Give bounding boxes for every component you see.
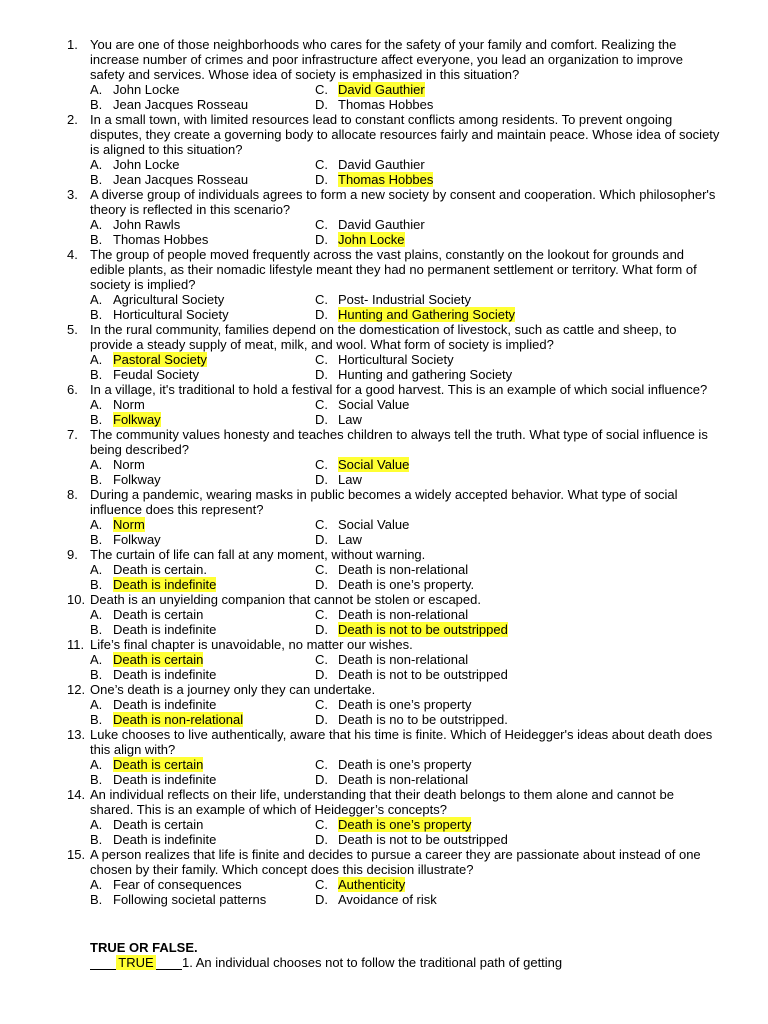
option-text: Horticultural Society: [113, 307, 229, 322]
option-letter: D.: [315, 307, 328, 322]
answer-option: [90, 817, 315, 832]
question-stem: You are one of those neighborhoods who cares for the safety of your family and comfort. Realizing the increase number of crimes and poor infrastructure affect everyone, you lead an organization to improve safety and services. Whose idea of society is emphasized in this situation?: [90, 37, 684, 82]
option-letter: B.: [90, 367, 103, 382]
answer-option: [315, 457, 615, 472]
option-letter: B.: [90, 622, 103, 637]
option-letter: D.: [315, 532, 328, 547]
option-letter: B.: [90, 892, 103, 907]
answer-option: [315, 562, 615, 577]
question-number: 10.: [67, 592, 86, 607]
option-letter: C.: [315, 607, 328, 622]
answer-options: [90, 652, 720, 682]
question-body: [90, 787, 720, 847]
option-text: Death is indefinite: [113, 622, 217, 637]
question-number: 14.: [67, 787, 86, 802]
answer-option: [315, 892, 615, 907]
option-letter: D.: [315, 772, 328, 787]
option-text: Death is one’s property: [338, 757, 472, 772]
option-text: John Locke: [113, 82, 180, 97]
question-stem: During a pandemic, wearing masks in public becomes a widely accepted behavior. What type of social influence does this represent?: [90, 487, 678, 517]
answer-option: [90, 157, 315, 172]
option-letter: D.: [315, 622, 328, 637]
question-stem: In a small town, with limited resources lead to constant conflicts among residents. To prevent ongoing disputes, they create a governing body to allocate resources fairly and maintain peace. Whose idea of society is aligned to this situation?: [90, 112, 720, 157]
answer-option: [90, 97, 315, 112]
option-text-highlighted: Norm: [113, 517, 145, 532]
question-body: [90, 322, 720, 382]
answer-option: [315, 607, 615, 622]
option-letter: A.: [90, 877, 103, 892]
option-text-highlighted: Thomas Hobbes: [338, 172, 434, 187]
option-text-highlighted: David Gauthier: [338, 82, 425, 97]
answer-option: [90, 712, 315, 727]
answer-option: [90, 532, 315, 547]
answer-option: [90, 667, 315, 682]
option-letter: C.: [315, 757, 328, 772]
option-letter: D.: [315, 892, 328, 907]
answer-option: [90, 622, 315, 637]
option-letter: C.: [315, 517, 328, 532]
option-text: Thomas Hobbes: [113, 232, 209, 247]
question-stem: In the rural community, families depend on the domestication of livestock, such as cattle and sheep, to provide a steady supply of meat, milk, and wool. What form of society is implied?: [90, 322, 677, 352]
option-letter: A.: [90, 457, 103, 472]
answer-blank: [90, 956, 182, 970]
answer-option: [315, 412, 615, 427]
option-text: Avoidance of risk: [338, 892, 437, 907]
option-text: Hunting and gathering Society: [338, 367, 513, 382]
option-letter: B.: [90, 172, 103, 187]
answer-option: [90, 517, 315, 532]
answer-option: [315, 397, 615, 412]
question-item: [67, 727, 728, 787]
question-item: [67, 247, 728, 322]
option-letter: B.: [90, 712, 103, 727]
option-letter: C.: [315, 292, 328, 307]
answer-option: [90, 412, 315, 427]
option-letter: C.: [315, 877, 328, 892]
option-letter: B.: [90, 772, 103, 787]
question-item: [67, 682, 728, 727]
question-number: 13.: [67, 727, 86, 742]
option-letter: D.: [315, 472, 328, 487]
option-text-highlighted: Death is certain: [113, 652, 204, 667]
option-text: Jean Jacques Rosseau: [113, 97, 249, 112]
answer-option: [90, 877, 315, 892]
answer-option: [90, 217, 315, 232]
option-letter: A.: [90, 397, 103, 412]
option-letter: D.: [315, 832, 328, 847]
option-letter: A.: [90, 817, 103, 832]
answer-options: [90, 877, 720, 907]
option-text: Social Value: [338, 517, 410, 532]
question-number: 8.: [67, 487, 78, 502]
question-number: 12.: [67, 682, 86, 697]
answer-option: [90, 652, 315, 667]
question-item: [67, 847, 728, 907]
option-text: John Locke: [113, 157, 180, 172]
option-letter: A.: [90, 82, 103, 97]
question-item: [67, 487, 728, 547]
answer-option: [90, 82, 315, 97]
answer-option: [315, 82, 615, 97]
answer-option: [315, 97, 615, 112]
answer-option: [90, 577, 315, 592]
question-stem: In a village, it's traditional to hold a festival for a good harvest. This is an example of which social influence?: [90, 382, 708, 397]
option-letter: A.: [90, 697, 103, 712]
option-text: Law: [338, 412, 362, 427]
option-text: Death is indefinite: [113, 697, 217, 712]
answer-option: [90, 307, 315, 322]
option-text: Death is non-relational: [338, 772, 469, 787]
question-body: [90, 247, 720, 322]
question-body: [90, 547, 720, 592]
option-text: Death is indefinite: [113, 667, 217, 682]
answer-options: [90, 817, 720, 847]
question-body: [90, 847, 720, 907]
question-stem: The community values honesty and teaches children to always tell the truth. What type of social influence is being described?: [90, 427, 708, 457]
question-stem: One’s death is a journey only they can undertake.: [90, 682, 376, 697]
question-body: [90, 727, 720, 787]
option-letter: C.: [315, 562, 328, 577]
option-text: Social Value: [338, 397, 410, 412]
question-body: [90, 592, 720, 637]
option-letter: C.: [315, 652, 328, 667]
answer-option: [315, 307, 615, 322]
question-stem: The curtain of life can fall at any moment, without warning.: [90, 547, 426, 562]
answer-option: [90, 697, 315, 712]
true-false-heading: TRUE OR FALSE.: [90, 940, 198, 955]
question-item: [67, 112, 728, 187]
answer-option: [315, 877, 615, 892]
option-text: Death is one’s property: [338, 697, 472, 712]
question-item: [67, 592, 728, 637]
option-text-highlighted: Death is non-relational: [113, 712, 244, 727]
option-letter: D.: [315, 667, 328, 682]
option-letter: D.: [315, 367, 328, 382]
option-letter: B.: [90, 97, 103, 112]
answer-option: [315, 232, 615, 247]
question-body: [90, 382, 720, 427]
option-letter: B.: [90, 232, 103, 247]
option-text-highlighted: Death is certain: [113, 757, 204, 772]
option-text: Norm: [113, 397, 145, 412]
option-letter: C.: [315, 352, 328, 367]
option-text: Law: [338, 532, 362, 547]
question-item: [67, 637, 728, 682]
answer-options: [90, 352, 720, 382]
option-text-highlighted: Death is not to be outstripped: [338, 622, 508, 637]
answer-option: [90, 397, 315, 412]
option-text-highlighted: Pastoral Society: [113, 352, 207, 367]
question-item: [67, 187, 728, 247]
option-letter: A.: [90, 217, 103, 232]
option-letter: C.: [315, 157, 328, 172]
option-text-highlighted: Authenticity: [338, 877, 406, 892]
option-text-highlighted: Hunting and Gathering Society: [338, 307, 516, 322]
option-letter: A.: [90, 517, 103, 532]
question-item: [67, 382, 728, 427]
option-letter: B.: [90, 307, 103, 322]
option-letter: D.: [315, 172, 328, 187]
answer-option: [315, 712, 615, 727]
answer-option: [315, 832, 615, 847]
answer-option: [90, 562, 315, 577]
answer-option: [90, 292, 315, 307]
answer-option: [315, 172, 615, 187]
answer-highlight: TRUE: [118, 955, 154, 970]
option-text-highlighted: Death is one’s property: [338, 817, 472, 832]
answer-option: [90, 472, 315, 487]
question-body: [90, 37, 720, 112]
option-letter: D.: [315, 577, 328, 592]
option-text: Feudal Society: [113, 367, 199, 382]
option-text: Thomas Hobbes: [338, 97, 434, 112]
question-number: 5.: [67, 322, 78, 337]
option-text-highlighted: Social Value: [338, 457, 410, 472]
question-body: [90, 187, 720, 247]
option-text: Death is not to be outstripped: [338, 832, 508, 847]
option-letter: A.: [90, 292, 103, 307]
option-letter: A.: [90, 352, 103, 367]
question-item: [67, 322, 728, 382]
question-stem: Luke chooses to live authentically, aware that his time is finite. Which of Heidegger's ideas about death does this align with?: [90, 727, 713, 757]
option-text: Post- Industrial Society: [338, 292, 471, 307]
question-number: 4.: [67, 247, 78, 262]
answer-options: [90, 517, 720, 547]
option-text: Death is not to be outstripped: [338, 667, 508, 682]
answer-option: [90, 607, 315, 622]
option-text: Norm: [113, 457, 145, 472]
answer-option: [90, 457, 315, 472]
option-text: Death is certain: [113, 607, 204, 622]
answer-option: [315, 622, 615, 637]
option-letter: D.: [315, 97, 328, 112]
answer-option: [90, 772, 315, 787]
question-number: 7.: [67, 427, 78, 442]
option-letter: C.: [315, 817, 328, 832]
true-false-statement: 1. An individual chooses not to follow the traditional path of getting: [182, 955, 563, 970]
answer-option: [315, 217, 615, 232]
option-text: Death is no to be outstripped.: [338, 712, 508, 727]
question-stem: An individual reflects on their life, understanding that their death belongs to them alone and cannot be shared. This is an example of which of Heidegger’s concepts?: [90, 787, 674, 817]
question-number: 3.: [67, 187, 78, 202]
question-number: 6.: [67, 382, 78, 397]
option-letter: C.: [315, 217, 328, 232]
question-number: 9.: [67, 547, 78, 562]
question-list: [67, 37, 728, 907]
question-stem: A person realizes that life is finite and decides to pursue a career they are passionate about instead of one chosen by their family. Which concept does this decision illustrate?: [90, 847, 701, 877]
option-letter: B.: [90, 832, 103, 847]
answer-option: [90, 832, 315, 847]
answer-option: [315, 532, 615, 547]
question-body: [90, 112, 720, 187]
answer-option: [90, 232, 315, 247]
question-body: [90, 682, 720, 727]
answer-options: [90, 157, 720, 187]
answer-option: [90, 172, 315, 187]
question-body: [90, 637, 720, 682]
question-body: [90, 487, 720, 547]
option-text: John Rawls: [113, 217, 181, 232]
option-text: Death is certain.: [113, 562, 207, 577]
answer-option: [315, 472, 615, 487]
question-item: [67, 547, 728, 592]
option-text: Death is indefinite: [113, 772, 217, 787]
question-body: [90, 427, 720, 487]
option-text: Folkway: [113, 472, 161, 487]
question-number: 2.: [67, 112, 78, 127]
answer-option: [90, 892, 315, 907]
option-text: Death is non-relational: [338, 652, 469, 667]
option-text: Law: [338, 472, 362, 487]
option-letter: A.: [90, 157, 103, 172]
option-letter: D.: [315, 712, 328, 727]
answer-option: [315, 367, 615, 382]
answer-option: [315, 352, 615, 367]
answer-options: [90, 82, 720, 112]
question-item: [67, 427, 728, 487]
option-text: Death is indefinite: [113, 832, 217, 847]
true-false-item: [90, 955, 728, 970]
question-stem: The group of people moved frequently across the vast plains, constantly on the lookout for grounds and edible plants, as their nomadic lifestyle meant they had no permanent settlement or territory. What form of society is implied?: [90, 247, 697, 292]
option-text: Fear of consequences: [113, 877, 242, 892]
question-item: [67, 787, 728, 847]
option-text: Death is non-relational: [338, 562, 469, 577]
answer-options: [90, 562, 720, 592]
question-number: 15.: [67, 847, 86, 862]
option-letter: A.: [90, 757, 103, 772]
option-text: Death is one’s property.: [338, 577, 475, 592]
option-text: Agricultural Society: [113, 292, 225, 307]
question-stem: Death is an unyielding companion that cannot be stolen or escaped.: [90, 592, 481, 607]
question-number: 1.: [67, 37, 78, 52]
answer-option: [315, 697, 615, 712]
option-letter: D.: [315, 232, 328, 247]
option-letter: B.: [90, 412, 103, 427]
option-letter: B.: [90, 667, 103, 682]
option-text: Horticultural Society: [338, 352, 454, 367]
option-text-highlighted: John Locke: [338, 232, 405, 247]
answer-options: [90, 217, 720, 247]
answer-option: [315, 157, 615, 172]
option-text: Death is certain: [113, 817, 204, 832]
option-letter: B.: [90, 472, 103, 487]
option-letter: D.: [315, 412, 328, 427]
option-text-highlighted: Death is indefinite: [113, 577, 217, 592]
option-text: David Gauthier: [338, 157, 425, 172]
option-letter: A.: [90, 652, 103, 667]
answer-option: [90, 757, 315, 772]
answer-option: [315, 772, 615, 787]
answer-options: [90, 697, 720, 727]
option-text: David Gauthier: [338, 217, 425, 232]
answer-option: [315, 817, 615, 832]
option-text: Folkway: [113, 532, 161, 547]
answer-option: [315, 667, 615, 682]
answer-option: [315, 577, 615, 592]
question-stem: A diverse group of individuals agrees to form a new society by consent and cooperation. Which philosopher's theory is reflected in this scenario?: [90, 187, 716, 217]
answer-option: [90, 367, 315, 382]
question-number: 11.: [67, 637, 85, 652]
answer-option: [315, 517, 615, 532]
option-letter: B.: [90, 532, 103, 547]
answer-option: [315, 757, 615, 772]
option-letter: C.: [315, 82, 328, 97]
option-letter: A.: [90, 562, 103, 577]
answer-options: [90, 757, 720, 787]
question-stem: Life’s final chapter is unavoidable, no matter our wishes.: [90, 637, 413, 652]
answer-options: [90, 607, 720, 637]
option-text: Following societal patterns: [113, 892, 267, 907]
option-letter: C.: [315, 397, 328, 412]
option-text-highlighted: Folkway: [113, 412, 161, 427]
option-text: Jean Jacques Rosseau: [113, 172, 249, 187]
question-item: [67, 37, 728, 112]
option-letter: C.: [315, 457, 328, 472]
answer-option: [90, 352, 315, 367]
answer-options: [90, 292, 720, 322]
option-letter: A.: [90, 607, 103, 622]
answer-options: [90, 457, 720, 487]
option-letter: B.: [90, 577, 103, 592]
answer-options: [90, 397, 720, 427]
answer-option: [315, 652, 615, 667]
option-text: Death is non-relational: [338, 607, 469, 622]
option-letter: C.: [315, 697, 328, 712]
answer-option: [315, 292, 615, 307]
